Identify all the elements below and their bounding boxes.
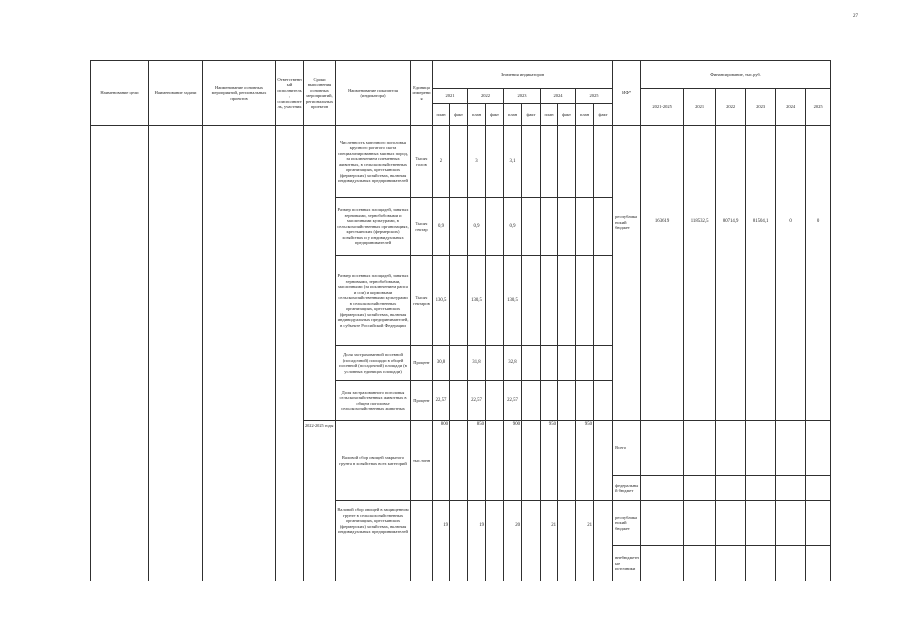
page-number: 27 (853, 14, 858, 19)
responsible-cell (276, 126, 304, 581)
financing-cell (684, 546, 716, 581)
financing-cell (684, 421, 716, 476)
indicator-name: Валовой сбор овощей закрытого грунта в хозяйствах всех категорий (336, 421, 411, 501)
header-financing-year: 2021 (684, 89, 716, 126)
indicator-unit: Тысяч голов (411, 126, 433, 198)
fact-value (558, 381, 576, 421)
fact-value (486, 381, 504, 421)
terms-period-cell: 2022-2025 годы (304, 421, 336, 581)
header-plan: план (541, 104, 558, 126)
plan-value: 22,57 (468, 381, 486, 421)
header-events: Наименование основных мероприятий, региональных проектов (203, 61, 276, 126)
financing-cell (716, 421, 746, 476)
plan-value (541, 256, 558, 346)
events-cell (203, 126, 276, 581)
fact-value (450, 381, 468, 421)
header-year: 2025 (576, 89, 613, 104)
fact-value (450, 501, 468, 581)
financing-cell (641, 546, 684, 581)
header-terms: Сроки выполнения основных мероприятий, региональных проектов (304, 61, 336, 126)
plan-value: 22,57 (504, 381, 522, 421)
fact-value (522, 126, 541, 198)
plan-value: 21 (576, 501, 594, 581)
financing-value: 0 (806, 126, 831, 421)
plan-value: 19 (468, 501, 486, 581)
header-financing-year: 2025 (806, 89, 831, 126)
fact-value (594, 126, 613, 198)
financing-cell (746, 421, 776, 476)
header-row (91, 61, 831, 89)
fact-value (558, 126, 576, 198)
header-fact: факт (558, 104, 576, 126)
header-year: 2021 (433, 89, 468, 104)
goal-cell (91, 126, 149, 581)
financing-cell (806, 476, 831, 501)
funding-source-cell: федеральный бюджет (613, 476, 641, 501)
financing-cell (716, 546, 746, 581)
plan-value: 950 (576, 421, 594, 501)
fact-value (522, 501, 541, 581)
financing-value: 118532,5 (684, 126, 716, 421)
plan-value: 130,5 (468, 256, 486, 346)
plan-value: 850 (468, 421, 486, 501)
fact-value (450, 346, 468, 381)
financing-cell (746, 476, 776, 501)
plan-value: 0,9 (504, 198, 522, 256)
plan-value: 130,5 (433, 256, 450, 346)
indicator-name: Численность маточного поголовья крупного рогатого скота специализированных мясных пород, за исключением племенных животных, в сельскохозяйственных организациях, крестьянских (фермерских) хозяйствах, включая индивидуальных предпринимателей (336, 126, 411, 198)
fact-value (450, 256, 468, 346)
header-financing-year: 2022 (716, 89, 746, 126)
header-task: Наименование задачи (149, 61, 203, 126)
header-plan: план (468, 104, 486, 126)
financing-value: 80714,9 (716, 126, 746, 421)
fact-value (594, 256, 613, 346)
header-unit: Единица измерения (411, 61, 433, 126)
financing-cell (776, 546, 806, 581)
fact-value (522, 346, 541, 381)
header-financing-year: 2024 (776, 89, 806, 126)
header-year: 2022 (468, 89, 504, 104)
financing-cell (684, 501, 716, 546)
financing-value: 163619 (641, 126, 684, 421)
fact-value (594, 381, 613, 421)
plan-value (576, 198, 594, 256)
financing-cell (641, 476, 684, 501)
plan-value: 19 (433, 501, 450, 581)
financing-cell (746, 546, 776, 581)
financing-cell (641, 421, 684, 476)
financing-cell (776, 421, 806, 476)
fact-value (522, 381, 541, 421)
header-indicator-values: Значения индикаторов (433, 61, 613, 89)
header-year: 2024 (541, 89, 576, 104)
indicator-name: Размер посевных площадей, занятых зерновыми, зернобобовыми и масличными культурами, в сельскохозяйственных организациях, крестьянских (фермерских) хозяйствах и у индивидуальных предпринимателей (336, 198, 411, 256)
plan-value (541, 126, 558, 198)
financing-cell (806, 421, 831, 476)
plan-value: 22,57 (433, 381, 450, 421)
plan-value: 2 (433, 126, 450, 198)
indicator-unit: Процент (411, 381, 433, 421)
fact-value (522, 198, 541, 256)
fact-value (486, 346, 504, 381)
plan-value: 900 (504, 421, 522, 501)
plan-value: 31,8 (468, 346, 486, 381)
plan-value: 3,1 (504, 126, 522, 198)
fact-value (450, 198, 468, 256)
header-goal: Наименование цели (91, 61, 149, 126)
plan-value: 21 (541, 501, 558, 581)
fact-value (558, 421, 576, 501)
plan-value: 3 (468, 126, 486, 198)
indicator-row (91, 126, 831, 198)
funding-source-cell: республиканский бюджет (613, 126, 641, 421)
indicator-name: Доля застрахованного поголовья сельскохозяйственных животных в общем поголовье сельскохозяйственных животных (336, 381, 411, 421)
fact-value (594, 421, 613, 501)
financing-value: 81504,1 (746, 126, 776, 421)
header-plan: план (576, 104, 594, 126)
plan-value (541, 346, 558, 381)
fact-value (486, 421, 504, 501)
financing-cell (806, 501, 831, 546)
header-financing-year: 2023 (746, 89, 776, 126)
plan-value (541, 381, 558, 421)
plan-value: 32,8 (504, 346, 522, 381)
header-year: 2023 (504, 89, 541, 104)
financing-cell (746, 501, 776, 546)
financing-cell (776, 476, 806, 501)
fact-value (486, 256, 504, 346)
header-plan: план (504, 104, 522, 126)
fact-value (594, 346, 613, 381)
fact-value (558, 256, 576, 346)
header-responsible: Ответственный исполнитель, соисполнитель, участник (276, 61, 304, 126)
plan-value (541, 198, 558, 256)
fact-value (522, 256, 541, 346)
plan-value (576, 126, 594, 198)
fact-value (450, 421, 468, 501)
financing-cell (806, 546, 831, 581)
financing-cell (716, 476, 746, 501)
financing-cell (776, 501, 806, 546)
fact-value (558, 501, 576, 581)
header-indicator: Наименование показателя (индикатора) (336, 61, 411, 126)
plan-value (576, 381, 594, 421)
indicator-unit (411, 501, 433, 581)
plan-value: 0,9 (468, 198, 486, 256)
fact-value (594, 198, 613, 256)
header-funding-source: ИФ* (613, 61, 641, 126)
fact-value (486, 126, 504, 198)
indicator-name: Доля застрахованной посевной (посадочной) площади в общей посевной (посадочной) площади (в условных единицах площади) (336, 346, 411, 381)
indicator-unit: тыс.тонн (411, 421, 433, 501)
plan-value: 0,9 (433, 198, 450, 256)
fact-value (486, 501, 504, 581)
funding-source-cell: внебюджетные источники (613, 546, 641, 581)
financing-cell (641, 501, 684, 546)
plan-value: 800 (433, 421, 450, 501)
indicator-unit: Тысяч гектаров (411, 256, 433, 346)
financing-cell (684, 476, 716, 501)
funding-source-cell: республиканский бюджет (613, 501, 641, 546)
header-fact: факт (522, 104, 541, 126)
financing-value: 0 (776, 126, 806, 421)
plan-value: 30,8 (433, 346, 450, 381)
fact-value (558, 346, 576, 381)
plan-value: 130,5 (504, 256, 522, 346)
header-fact: факт (486, 104, 504, 126)
header-fact: факт (450, 104, 468, 126)
header-financing: Финансирование, тыс.руб. (641, 61, 831, 89)
financing-cell (716, 501, 746, 546)
fact-value (522, 421, 541, 501)
fact-value (450, 126, 468, 198)
header-financing-period: 2021-2025 (641, 89, 684, 126)
indicator-name: Валовой сбор овощей в защищенном грунте в сельскохозяйственных организациях, крестьянских (фермерских) хозяйствах, включая индивидуальных предпринимателей (336, 501, 411, 581)
plan-value (576, 256, 594, 346)
fact-value (558, 198, 576, 256)
indicator-name: Размер посевных площадей, занятых зерновыми, зернобобовыми, масличными (за исключением рапса и сои) и кормовыми сельскохозяйственными культурами в сельскохозяйственных организациях, крестьянских (фермерских) хозяйствах, включая индивидуальных предпринимателей, в субъекте Российской Федерации (336, 256, 411, 346)
header-fact: факт (594, 104, 613, 126)
program-table (90, 60, 831, 581)
fact-value (594, 501, 613, 581)
plan-value: 20 (504, 501, 522, 581)
plan-value: 950 (541, 421, 558, 501)
indicator-unit: Процент (411, 346, 433, 381)
funding-source-cell: Всего (613, 421, 641, 476)
fact-value (486, 198, 504, 256)
header-plan: план (433, 104, 450, 126)
indicator-unit: Тысяч гектар (411, 198, 433, 256)
terms-cell (304, 126, 336, 421)
plan-value (576, 346, 594, 381)
task-cell (149, 126, 203, 581)
